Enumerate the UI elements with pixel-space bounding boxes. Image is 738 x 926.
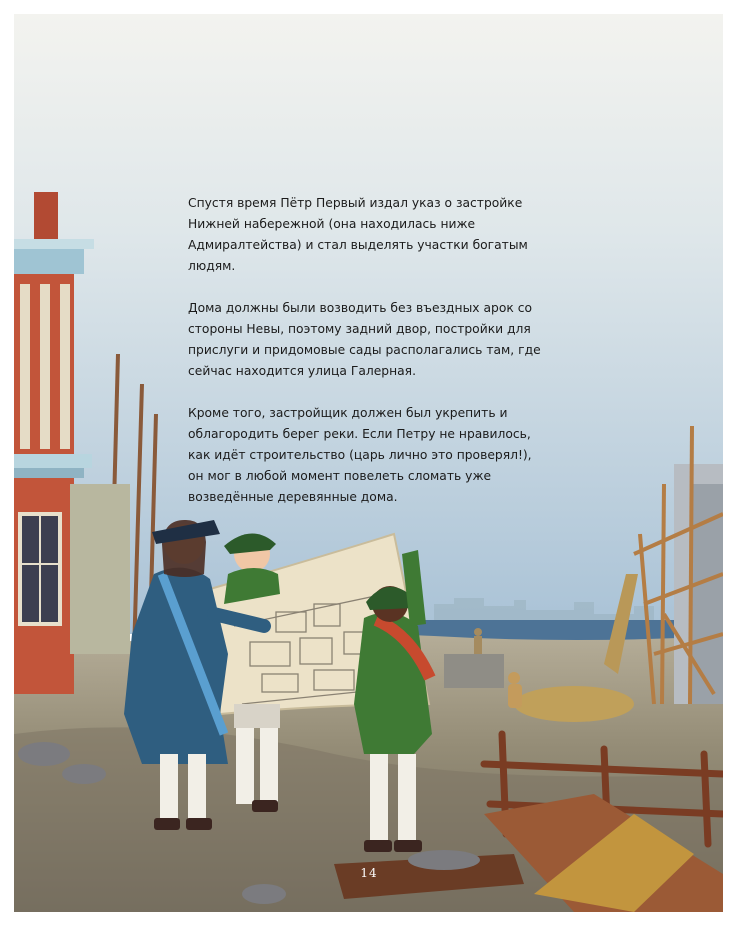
page-number: 14: [360, 866, 378, 880]
paragraph-2: Дома должны были возводить без въездных арок со стороны Невы, поэтому задний двор, постройки для прислуги и придомовые сады располагались там, где сейчас находится улица Галерная.: [188, 301, 541, 378]
paragraph-1: Спустя время Пётр Первый издал указ о застройке Нижней набережной (она находилась ниже Адмиралтейства) и стал выделять участки богатым людям.: [188, 196, 528, 273]
story-text: [188, 193, 548, 529]
stone-pile: [444, 654, 504, 688]
unfinished-wall: [70, 484, 130, 654]
sand-heap: [514, 686, 634, 722]
paragraph-3: Кроме того, застройщик должен был укрепить и облагородить берег реки. Если Петру не нравилось, как идёт строительство (царь лично это проверял!), он мог в любой момент повелеть сломать уже возведённые деревянные дома.: [188, 406, 532, 504]
